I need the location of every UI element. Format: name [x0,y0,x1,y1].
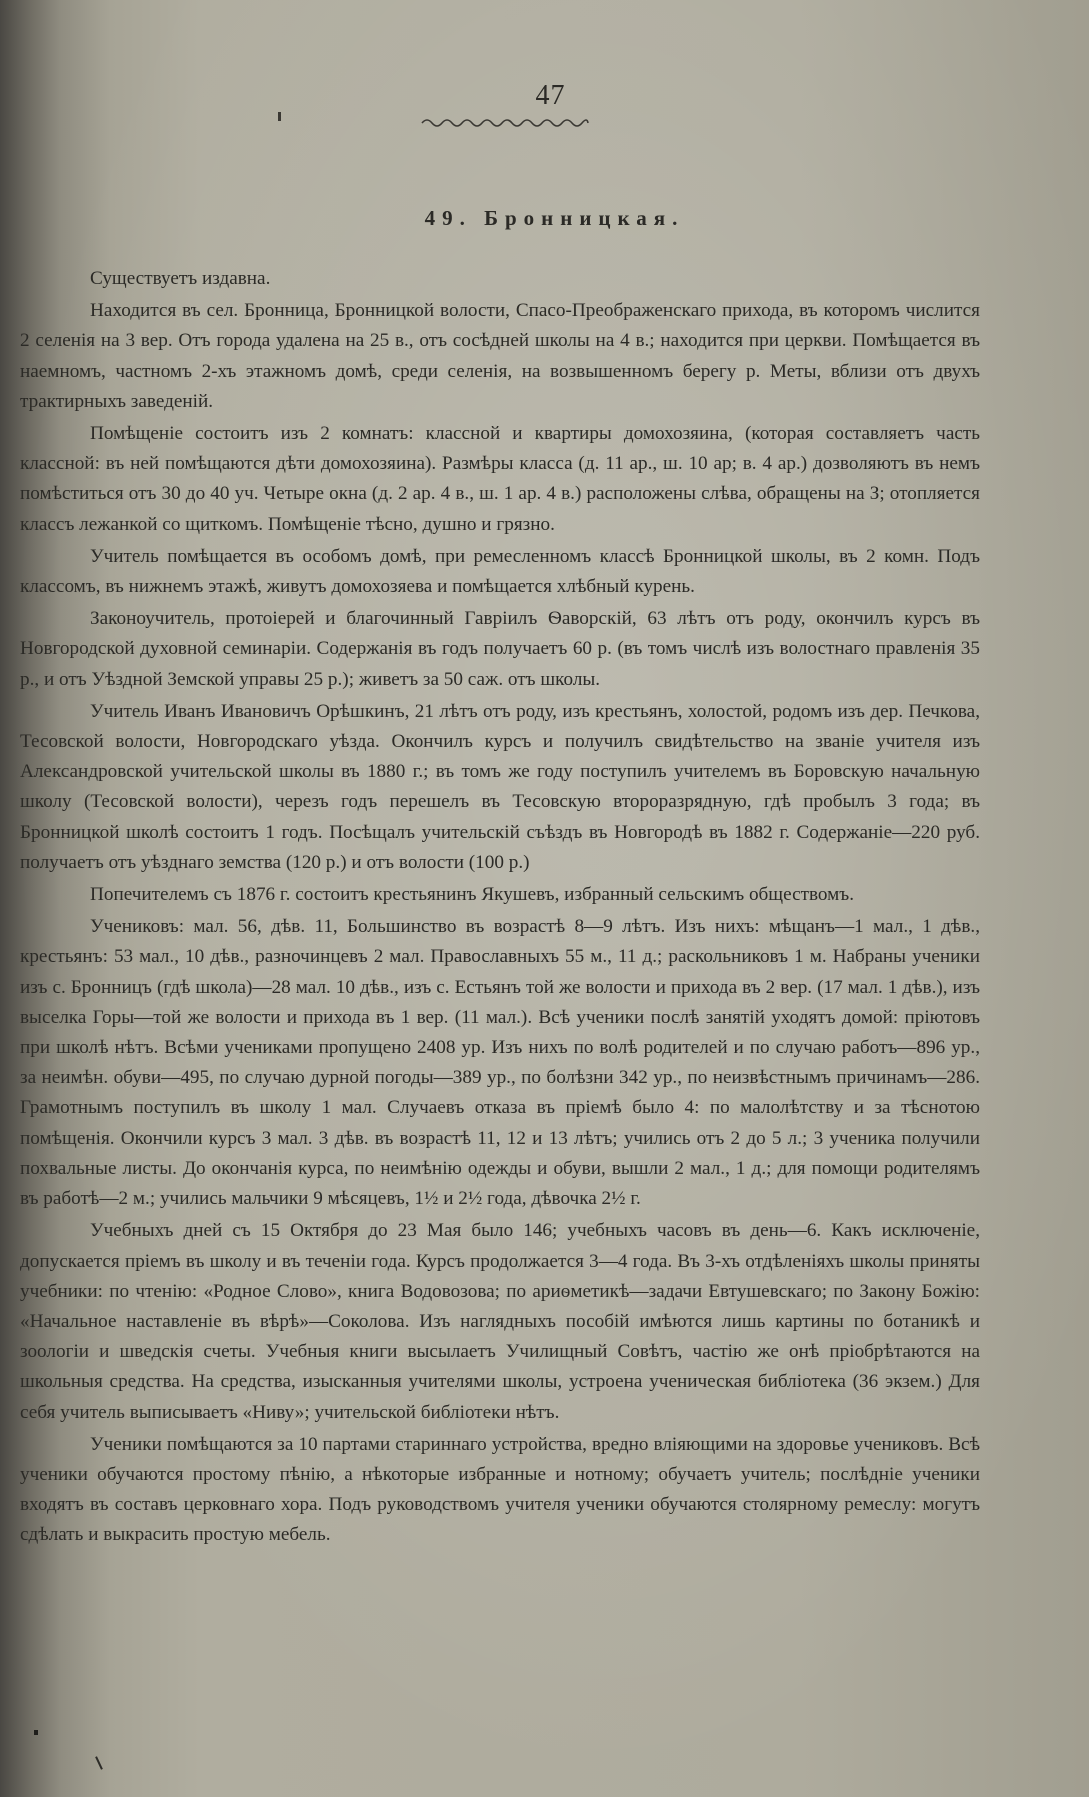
paragraph: Законоучитель, протоіерей и благочинный Гавріилъ Ѳаворскій, 63 лѣтъ отъ роду, окончилъ курсъ въ Новгородской духовной семинаріи. Содержанія въ годъ получаетъ 60 р. (въ томъ числѣ изъ волостнаго правленія 35 р., и отъ Уѣздной Земской управы 25 р.); живетъ за 50 саж. отъ школы. [20,608,980,690]
paragraph: Находится въ сел. Бронница, Бронницкой волости, Спасо-Преображенскаго прихода, въ которомъ числится 2 селенія на 3 вер. Отъ города удалена на 25 в., отъ сосѣдней школы на 4 в.; находится при церкви. Помѣщается въ наемномъ, частномъ 2-хъ этажномъ домѣ, среди селенія, на возвышенномъ берегу р. Меты, вблизи отъ двухъ трактирныхъ заведеній. [20,300,980,412]
body-text [20,264,980,1553]
paragraph: Существуетъ издавна. [90,268,271,289]
section-title: 49. Бронницкая. [424,206,685,230]
paragraph: Учениковъ: мал. 56, дѣв. 11, Большинство въ возрастѣ 8—9 лѣтъ. Изъ нихъ: мѣщанъ—1 мал., 1 дѣв., крестьянъ: 53 мал., 10 дѣв., разночинцевъ 2 мал. Православныхъ 55 м., 11 д.; раскольниковъ 1 м. Набраны ученики изъ с. Бронницъ (гдѣ школа)—28 мал. 10 дѣв., изъ с. Естьянъ той же волости и прихода въ 2 вер. (17 мал. 1 дѣв.), изъ выселка Горы—той же волости и прихода въ 1 вер. (11 мал.). Всѣ ученики послѣ занятій уходятъ домой: пріютовъ при школѣ нѣтъ. Всѣми учениками пропущено 2408 ур. Изъ нихъ по волѣ родителей и по случаю работъ—896 ур., за неимѣн. обуви—495, по случаю дурной погоды—389 ур., по болѣзни 342 ур., по неизвѣстнымъ причинамъ—286. Грамотнымъ поступилъ въ школу 1 мал. Случаевъ отказа въ пріемѣ было 4: по малолѣтству и за тѣснотою помѣщенія. Окончили курсъ 3 мал. 3 дѣв. въ возрастѣ 11, 12 и 13 лѣтъ; учились отъ 2 до 5 л.; 3 ученика получили похвальные листы. До окончанія курса, по неимѣнію одежды и обуви, вышли 2 мал., 1 д.; для помощи родителямъ въ работѣ—2 м.; учились мальчики 9 мѣсяцевъ, 1½ и 2½ года, дѣвочка 2½ г. [20,916,980,1210]
paragraph: Помѣщеніе состоитъ изъ 2 комнатъ: классной и квартиры домохозяина, (которая составляетъ часть классной: въ ней помѣщаются дѣти домохозяина). Размѣры класса (д. 11 ар., ш. 10 ар; в. 4 ар.) дозволяютъ въ немъ помѣститься отъ 30 до 40 уч. Четыре окна (д. 2 ар. 4 в., ш. 1 ар. 4 в.) расположены слѣва, обращены на З; отопляется классъ лежанкой со щиткомъ. Помѣщеніе тѣсно, душно и грязно. [20,423,980,535]
paragraph: Учитель Иванъ Ивановичъ Орѣшкинъ, 21 лѣтъ отъ роду, изъ крестьянъ, холостой, родомъ изъ дер. Печкова, Тесовской волости, Новгородскаго уѣзда. Окончилъ курсъ и получилъ свидѣтельство на званіе учителя изъ Александровской учительской школы въ 1880 г.; въ томъ же году поступилъ учителемъ въ Боровскую начальную школу (Тесовской волости), черезъ годъ перешелъ въ Тесовскую второразрядную, гдѣ пробылъ 3 года; въ Бронницкой школѣ состоитъ 1 годъ. Посѣщалъ учительскій съѣздъ въ Новгородѣ въ 1882 г. Содержаніе—220 руб. получаетъ отъ уѣзднаго земства (120 р.) и отъ волости (100 р.) [20,700,980,873]
edge-ink-stroke [95,1756,103,1770]
paragraph: Учитель помѣщается въ особомъ домѣ, при ремесленномъ классѣ Бронницкой школы, въ 2 комн. Подъ классомъ, въ нижнемъ этажѣ, живутъ домохозяева и помѣщается хлѣбный курень. [20,545,980,598]
page-number: 47 [535,80,566,111]
paragraph: Попечителемъ съ 1876 г. состоитъ крестьянинъ Якушевъ, избранный сельскимъ обществомъ. [90,884,854,906]
wavy-ornament-divider [420,116,590,130]
stray-ink-mark [278,112,281,121]
paragraph: Учебныхъ дней съ 15 Октября до 23 Мая было 146; учебныхъ часовъ въ день—6. Какъ исключеніе, допускается пріемъ въ школу и въ теченіи года. Курсъ продолжается 3—4 года. Въ 3-хъ отдѣленіяхъ школы приняты учебники: по чтенію: «Родное Слово», книга Водовозова; по ариѳметикѣ—задачи Евтушевскаго; по Закону Божію: «Начальное наставленіе въ вѣрѣ»—Соколова. Изъ наглядныхъ пособій имѣются лишь картины по ботаникѣ и зоологіи и шведскія счеты. Учебныя книги высылаетъ Училищный Совѣтъ, частію же онѣ пріобрѣтаются на школьныя средства. На средства, изысканныя учителями школы, устроена ученическая библіотека (36 экзем.) Для себя учитель выписываетъ «Ниву»; учительской библіотеки нѣтъ. [20,1220,980,1423]
edge-ink-dot [34,1730,38,1735]
paragraph: Ученики помѣщаются за 10 партами стариннаго устройства, вредно вліяющими на здоровье учениковъ. Всѣ ученики обучаются простому пѣнію, а нѣкоторые избранные и нотному; обучаетъ учитель; послѣдніе ученики входятъ въ составъ церковнаго хора. Подъ руководствомъ учителя ученики обучаются столярному ремеслу: могутъ сдѣлать и выкрасить простую мебель. [20,1433,980,1546]
